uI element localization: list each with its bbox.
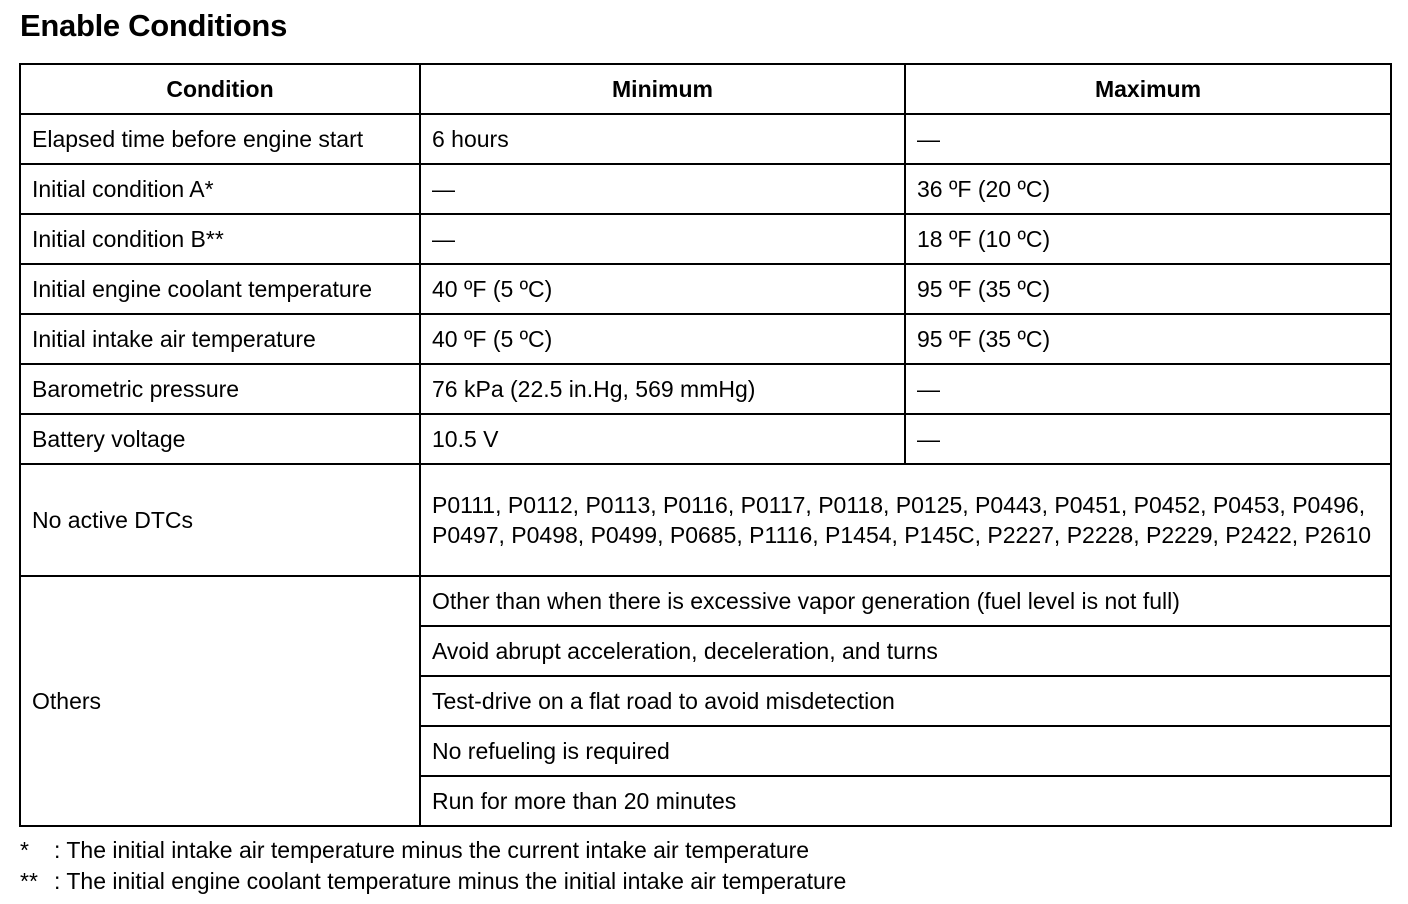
footnote-marker: *: [20, 837, 29, 863]
others-condition-cell: Others: [20, 576, 420, 826]
minimum-cell: 76 kPa (22.5 in.Hg, 569 mmHg): [420, 364, 905, 414]
condition-cell: No active DTCs: [20, 464, 420, 576]
table-row: [20, 314, 1391, 364]
footnote-text: : The initial engine coolant temperature minus the initial intake air temperature: [54, 868, 847, 894]
maximum-cell: —: [905, 114, 1391, 164]
minimum-cell: —: [420, 164, 905, 214]
dtc-list-cell: P0111, P0112, P0113, P0116, P0117, P0118, P0125, P0443, P0451, P0452, P0453, P0496, P0497, P0498, P0499, P0685, P1116, P1454, P145C, P2227, P2228, P2229, P2422, P2610: [420, 464, 1391, 576]
table-row: [20, 264, 1391, 314]
condition-cell: Initial condition A*: [20, 164, 420, 214]
others-item: No refueling is required: [420, 726, 1391, 776]
table-row: [20, 114, 1391, 164]
minimum-cell: 6 hours: [420, 114, 905, 164]
condition-cell: Barometric pressure: [20, 364, 420, 414]
others-item: Test-drive on a flat road to avoid misdetection: [420, 676, 1391, 726]
others-item: Run for more than 20 minutes: [420, 776, 1391, 826]
minimum-cell: —: [420, 214, 905, 264]
minimum-cell: 10.5 V: [420, 414, 905, 464]
maximum-cell: —: [905, 414, 1391, 464]
table-row: [20, 164, 1391, 214]
dtc-row: [20, 464, 1391, 576]
condition-cell: Initial engine coolant temperature: [20, 264, 420, 314]
footnote-text: : The initial intake air temperature minus the current intake air temperature: [54, 837, 810, 863]
table-row: [20, 414, 1391, 464]
footnote: [20, 835, 846, 866]
condition-cell: Initial condition B**: [20, 214, 420, 264]
header-maximum: Maximum: [905, 64, 1391, 114]
others-item: Other than when there is excessive vapor generation (fuel level is not full): [420, 576, 1391, 626]
maximum-cell: 36 ºF (20 ºC): [905, 164, 1391, 214]
others-row: [20, 576, 1391, 626]
condition-cell: Initial intake air temperature: [20, 314, 420, 364]
footnote: [20, 866, 846, 897]
table-row: [20, 214, 1391, 264]
maximum-cell: 95 ºF (35 ºC): [905, 264, 1391, 314]
footnote-marker: **: [20, 868, 38, 894]
enable-conditions-table: [19, 63, 1392, 827]
header-condition: Condition: [20, 64, 420, 114]
minimum-cell: 40 ºF (5 ºC): [420, 264, 905, 314]
table-header-row: [20, 64, 1391, 114]
maximum-cell: —: [905, 364, 1391, 414]
condition-cell: Battery voltage: [20, 414, 420, 464]
header-minimum: Minimum: [420, 64, 905, 114]
minimum-cell: 40 ºF (5 ºC): [420, 314, 905, 364]
footnotes: [20, 835, 846, 897]
table-row: [20, 364, 1391, 414]
others-item: Avoid abrupt acceleration, deceleration, and turns: [420, 626, 1391, 676]
maximum-cell: 95 ºF (35 ºC): [905, 314, 1391, 364]
page-title: Enable Conditions: [20, 8, 288, 43]
condition-cell: Elapsed time before engine start: [20, 114, 420, 164]
maximum-cell: 18 ºF (10 ºC): [905, 214, 1391, 264]
